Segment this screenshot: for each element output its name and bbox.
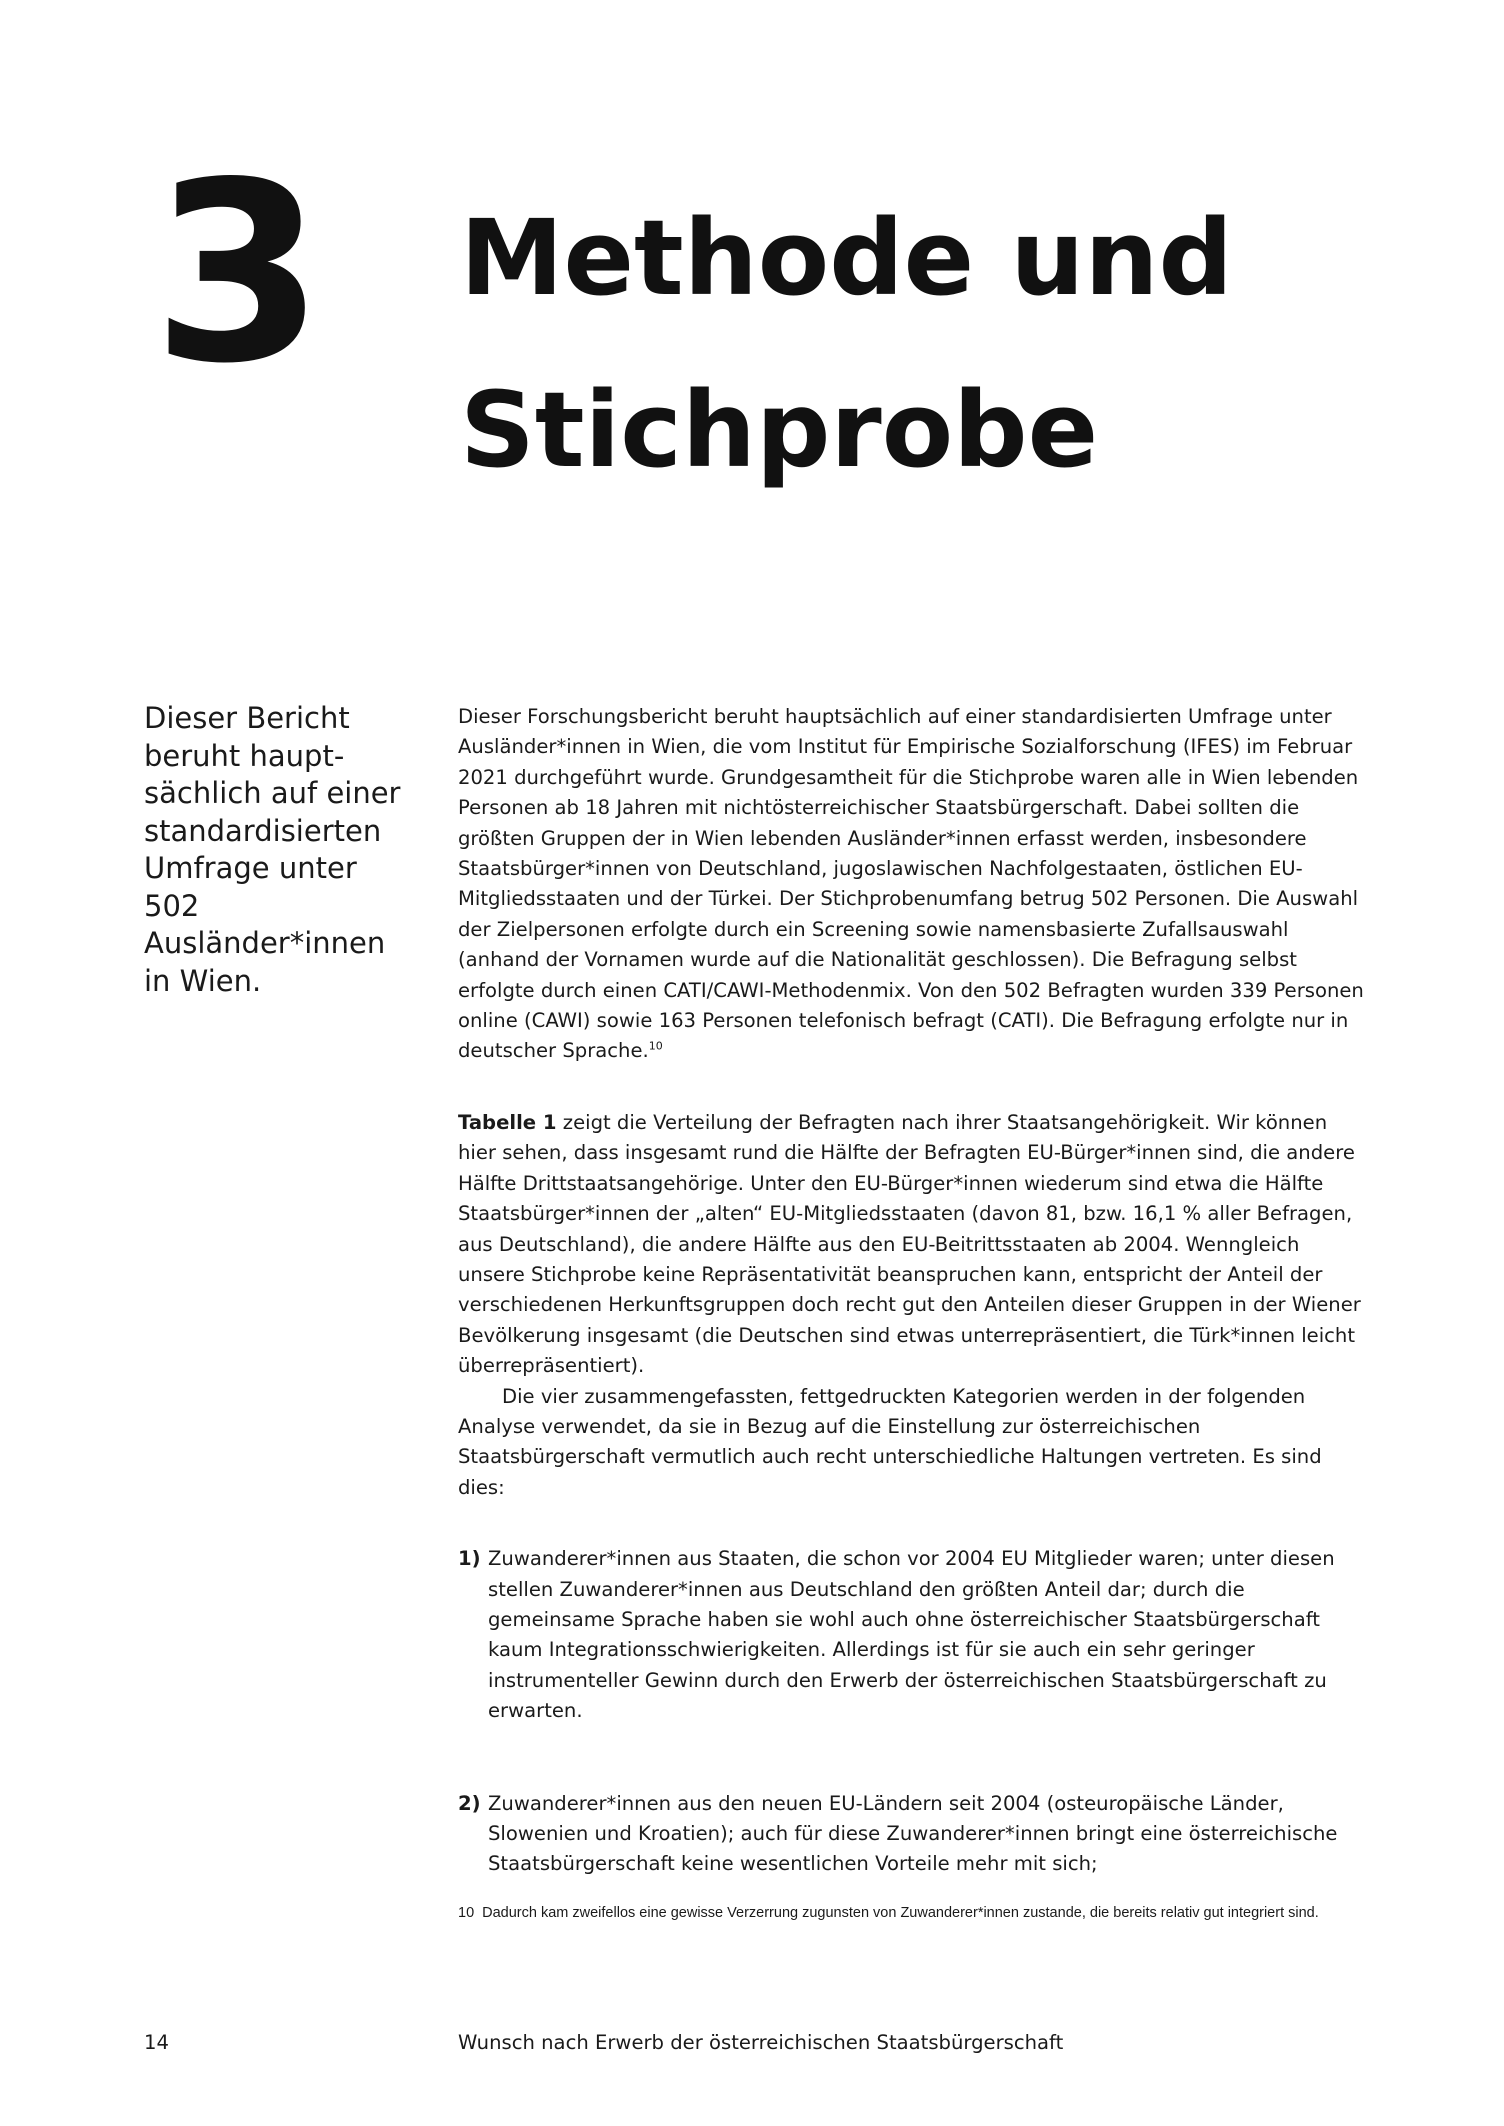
running-title: Wunsch nach Erwerb der österreichischen Staatsbürgerschaft (458, 2031, 1064, 2054)
list-item-text: Zuwanderer*innen aus Staaten, die schon vor 2004 EU Mitglieder waren; unter diesen stellen Zuwanderer*innen aus Deutschland den größten Anteil dar; durch die gemeinsame Sprache haben sie wohl auch ohne österreichischer Staatsbürgerschaft kaum Integrationsschwierigkeiten. Allerdings ist für sie auch ein sehr geringer instrumenteller Gewinn durch den Erwerb der österreichischen Staatsbürgerschaft zu erwarten. (488, 1547, 1335, 1723)
intro-text: Dieser Forschungsbericht beruht hauptsächlich auf einer standardisierten Umfrage unter Ausländer*innen in Wien, die vom Institut für Empirische Sozialforschung (IFES) im Februar 2021 durchgeführt wurde. Grundgesamtheit für die Stichprobe waren alle in Wien lebenden Personen ab 18 Jahren mit nichtösterreichischer Staatsbürgerschaft. Dabei sollten die größten Gruppen der in Wien lebenden Ausländer*innen erfasst werden, insbesondere Staatsbürger*innen von Deutschland, jugoslawischen Nachfolgestaaten, östlichen EU-Mitgliedsstaaten und der Türkei. Der Stichprobenumfang betrug 502 Personen. Die Auswahl der Zielpersonen erfolgte durch ein Screening sowie namensbasierte Zufallsauswahl (anhand der Vornamen wurde auf die Nationalität geschlossen). Die Befragung selbst erfolgte durch einen CATI/CAWI-Methodenmix. Von den 502 Befragten wurden 339 Personen online (CAWI) sowie 163 Personen telefonisch befragt (CATI). Die Befragung erfolgte nur in deutscher Sprache. (458, 705, 1364, 1063)
chapter-title-line-1: Methode und (460, 197, 1233, 319)
footnote-reference[interactable]: 10 (648, 1039, 663, 1053)
page-number: 14 (144, 2031, 169, 2054)
table-paragraph (458, 1108, 1368, 1382)
chapter-title (460, 172, 1420, 516)
table-reference[interactable]: Tabelle 1 (458, 1110, 557, 1134)
table-paragraph-text: zeigt die Verteilung der Befragten nach ihrer Staatsangehörigkeit. Wir können hier sehen, dass insgesamt rund die Hälfte der Befragten EU-Bürger*innen sind, die andere Hälfte Drittstaatsangehörige. Unter den EU-Bürger*innen wiederum sind etwa die Hälfte Staatsbürger*innen der „alten“ EU-Mitgliedsstaaten (davon 81, bzw. 16,1 % aller Befragen, aus Deutschland), die andere Hälfte aus den EU-Beitrittsstaaten ab 2004. Wenngleich unsere Stichprobe keine Repräsentativität beanspruchen kann, entspricht der Anteil der verschiedenen Herkunftsgruppen doch recht gut den Anteilen dieser Gruppen in der Wiener Bevölkerung insgesamt (die Deutschen sind etwas unterrepräsentiert, die Türk*innen leicht überrepräsentiert). (458, 1110, 1361, 1378)
footnote-text: Dadurch kam zweifellos eine gewisse Verzerrung zugunsten von Zuwanderer*innen zustande, die bereits relativ gut integriert sind. (482, 1905, 1319, 1921)
intro-paragraph (458, 702, 1368, 1067)
list-item-number: 2) (458, 1791, 481, 1815)
list-item (458, 1789, 1368, 1880)
main-text-column (458, 702, 1368, 1880)
chapter-number: 3 (152, 130, 319, 418)
list-item-text: Zuwanderer*innen aus den neuen EU-Ländern seit 2004 (osteuropäische Länder, Slowenien und Kroatien); auch für diese Zuwanderer*innen bringt eine österreichische Staatsbürgerschaft keine wesentlichen Vorteile mehr mit sich; (488, 1791, 1338, 1876)
list-item (458, 1544, 1368, 1726)
sidebar-pull-quote: Dieser Bericht beruht hauptsächlich auf einer standardisierten Umfrage unter 502 Ausländer*innen in Wien. (144, 701, 401, 998)
chapter-title-line-2: Stichprobe (460, 369, 1099, 491)
categories-paragraph: Die vier zusammengefassten, fettgedruckten Kategorien werden in der folgenden Analyse verwendet, da sie in Bezug auf die Einstellung zur österreichischen Staatsbürgerschaft vermutlich auch recht unterschiedliche Haltungen vertreten. Es sind dies: (458, 1384, 1322, 1499)
footnote-number: 10 (458, 1905, 475, 1921)
footnote (458, 1903, 1418, 1923)
list-item-number: 1) (458, 1547, 481, 1571)
